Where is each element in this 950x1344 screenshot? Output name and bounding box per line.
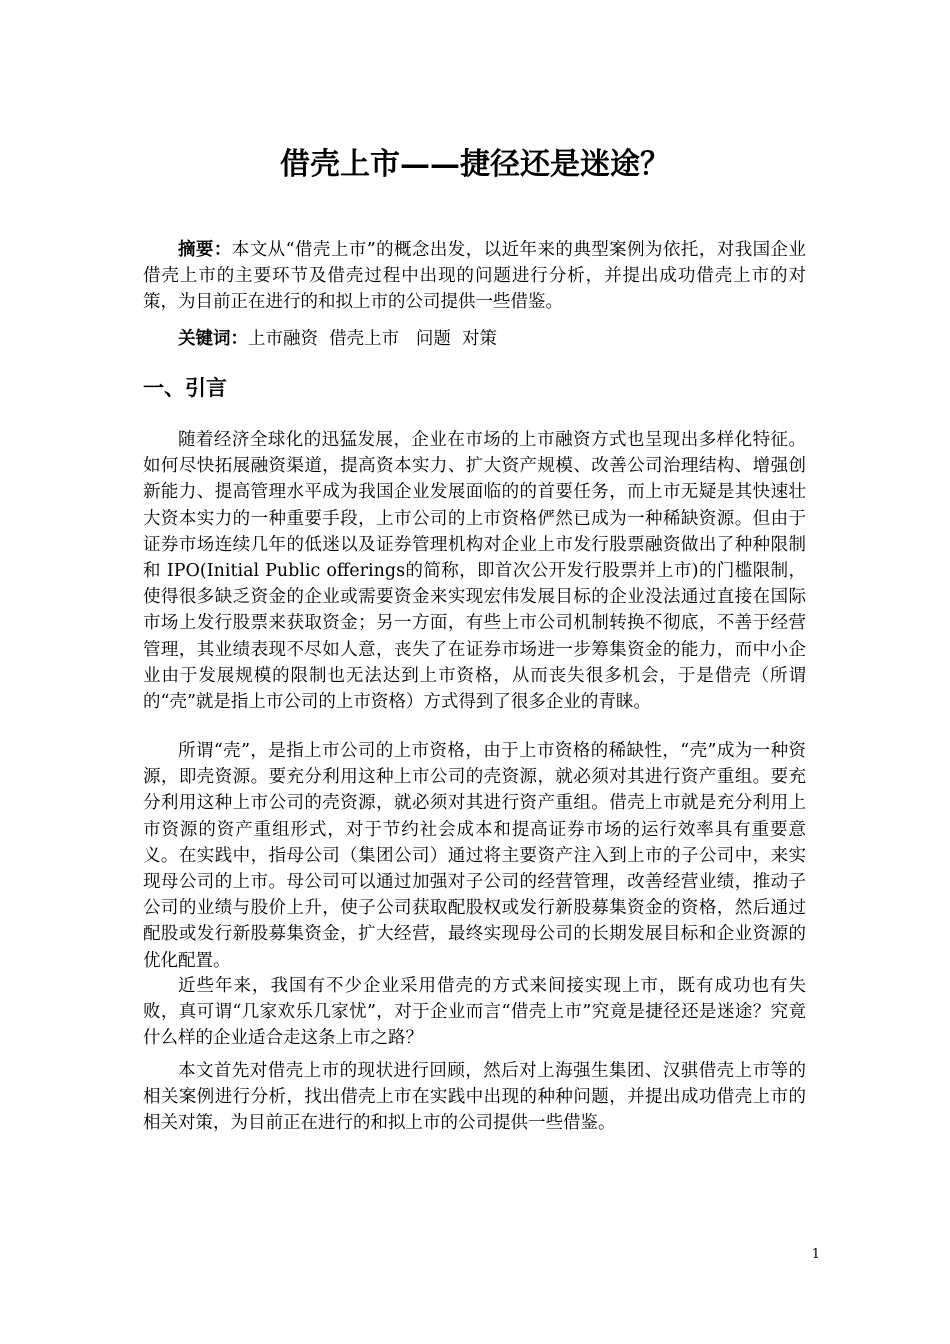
- abstract-text: 本文从“借壳上市”的概念出发，以近年来的典型案例为依托，对我国企业借壳上市的主要环节及借壳过程中出现的问题进行分析，并提出成功借壳上市的对策，为目前正在进行的和拟上市的公司提供一些借鉴。: [143, 240, 806, 313]
- section-heading: 一、引言: [143, 376, 227, 400]
- body-paragraph-4: 本文首先对借壳上市的现状进行回顾，然后对上海强生集团、汉骐借壳上市等的相关案例进行分析，找出借壳上市在实践中出现的种种问题，并提出成功借壳上市的相关对策，为目前正在进行的和拟上市的公司提供一些借鉴。: [143, 1061, 806, 1134]
- body-paragraph-1: 随着经济全球化的迅猛发展，企业在市场的上市融资方式也呈现出多样化特征。如何尽快拓展融资渠道，提高资本实力、扩大资产规模、改善公司治理结构、增强创新能力、提高管理水平成为我国企业发展面临的的首要任务，而上市无疑是其快速壮大资本实力的一种重要手段，上市公司的上市资格俨然已成为一种稀缺资源。但由于证券市场连续几年的低迷以及证券管理机构对企业上市发行股票融资做出了种种限制和 IPO(Initial Public offerings的简称，即首次公开发行股票并上市)的门槛限制，使得很多缺乏资金的企业或需要资金来实现宏伟发展目标的企业没法通过直接在国际市场上发行股票来获取资金；另一方面，有些上市公司机制转换不彻底，不善于经营管理，其业绩表现不尽如人意，丧失了在证券市场进一步筹集资金的能力，而中小企业由于发展规模的限制也无法达到上市资格，从而丧失很多机会，于是借壳（所谓的“壳”就是指上市公司的上市资格）方式得到了很多企业的青睐。: [143, 430, 806, 713]
- document-title: 借壳上市——捷径还是迷途？: [280, 147, 670, 182]
- keywords-text: 上市融资 借壳上市 问题 对策: [248, 329, 497, 349]
- abstract-label: 摘要：: [178, 240, 232, 260]
- body-paragraph-3: 近些年来，我国有不少企业采用借壳的方式来间接实现上市，既有成功也有失败，真可谓“几家欢乐几家忧”，对于企业而言“借壳上市”究竟是捷径还是迷途？究竟什么样的企业适合走这条上市之路？: [143, 976, 806, 1049]
- keywords-label: 关键词：: [178, 329, 248, 349]
- keywords: [143, 326, 806, 352]
- page-number: 1: [811, 1247, 820, 1262]
- abstract: [143, 237, 806, 316]
- body-paragraph-2: 所谓“壳”，是指上市公司的上市资格，由于上市资格的稀缺性，“壳”成为一种资源，即壳资源。要充分利用这种上市公司的壳资源，就必须对其进行资产重组。要充分利用这种上市公司的壳资源，就必须对其进行资产重组。借壳上市就是充分利用上市资源的资产重组形式，对于节约社会成本和提高证券市场的运行效率具有重要意义。在实践中，指母公司（集团公司）通过将主要资产注入到上市的子公司中，来实现母公司的上市。母公司可以通过加强对子公司的经营管理，改善经营业绩，推动子公司的业绩与股价上升，使子公司获取配股权或发行新股募集资金的资格，然后通过配股或发行新股募集资金，扩大经营，最终实现母公司的长期发展目标和企业资源的优化配置。: [143, 741, 806, 971]
